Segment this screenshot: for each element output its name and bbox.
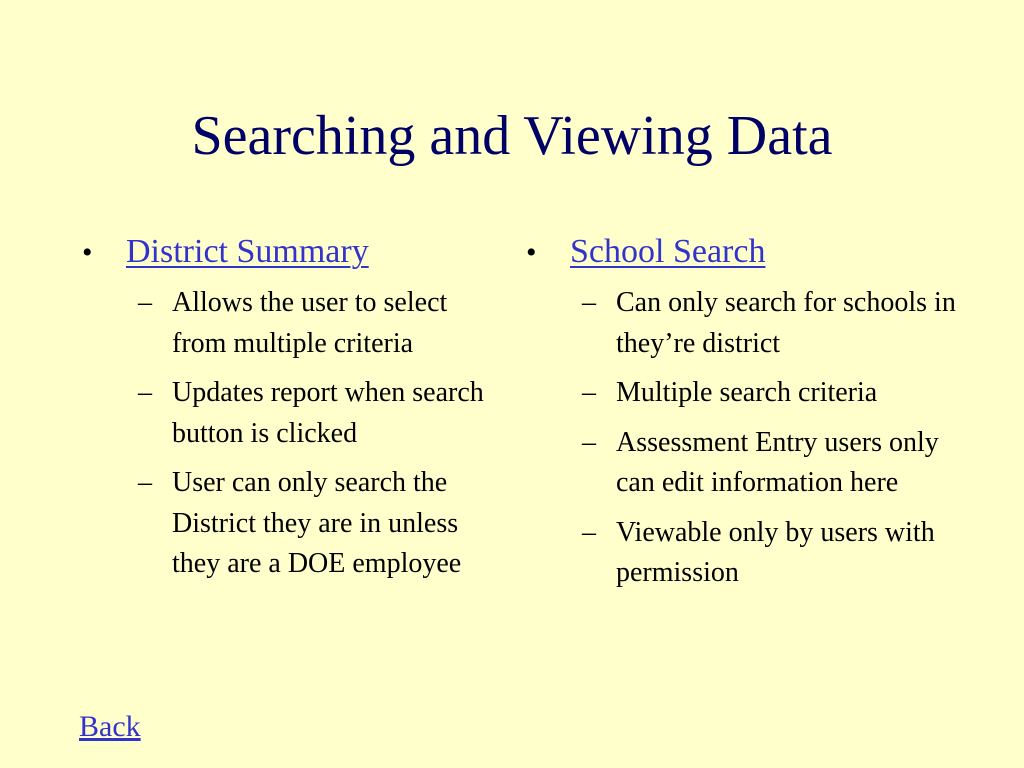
back-link[interactable]: Back: [79, 710, 141, 743]
list-item: – Allows the user to select from multiple criteria: [138, 283, 502, 364]
right-column: [526, 228, 966, 603]
dash-icon: –: [582, 287, 596, 318]
list-item: – Viewable only by users with permission: [582, 513, 966, 594]
list-item: – Assessment Entry users only can edit information here: [582, 423, 966, 504]
bullet-icon: •: [526, 236, 537, 269]
district-summary-list: [82, 283, 502, 585]
dash-icon: –: [582, 426, 596, 458]
dash-icon: –: [582, 516, 596, 548]
list-item: – Updates report when search button is clicked: [138, 373, 502, 454]
dash-icon: –: [138, 287, 152, 318]
district-summary-link[interactable]: District Summary: [126, 233, 369, 270]
slide-title: Searching and Viewing Data: [191, 105, 833, 167]
list-item: – Multiple search criteria: [582, 373, 966, 414]
left-column: [82, 228, 502, 594]
bullet-icon: •: [82, 236, 93, 269]
bullet-district-summary: [82, 228, 502, 277]
school-search-list: [526, 283, 966, 594]
dash-icon: –: [138, 467, 152, 498]
dash-icon: –: [582, 377, 596, 408]
bullet-school-search: [526, 228, 966, 277]
dash-icon: –: [138, 377, 152, 408]
list-item: – User can only search the District they are in unless they are a DOE employee: [138, 463, 502, 585]
school-search-link[interactable]: School Search: [570, 233, 766, 270]
list-item: – Can only search for schools in they’re district: [582, 283, 966, 364]
